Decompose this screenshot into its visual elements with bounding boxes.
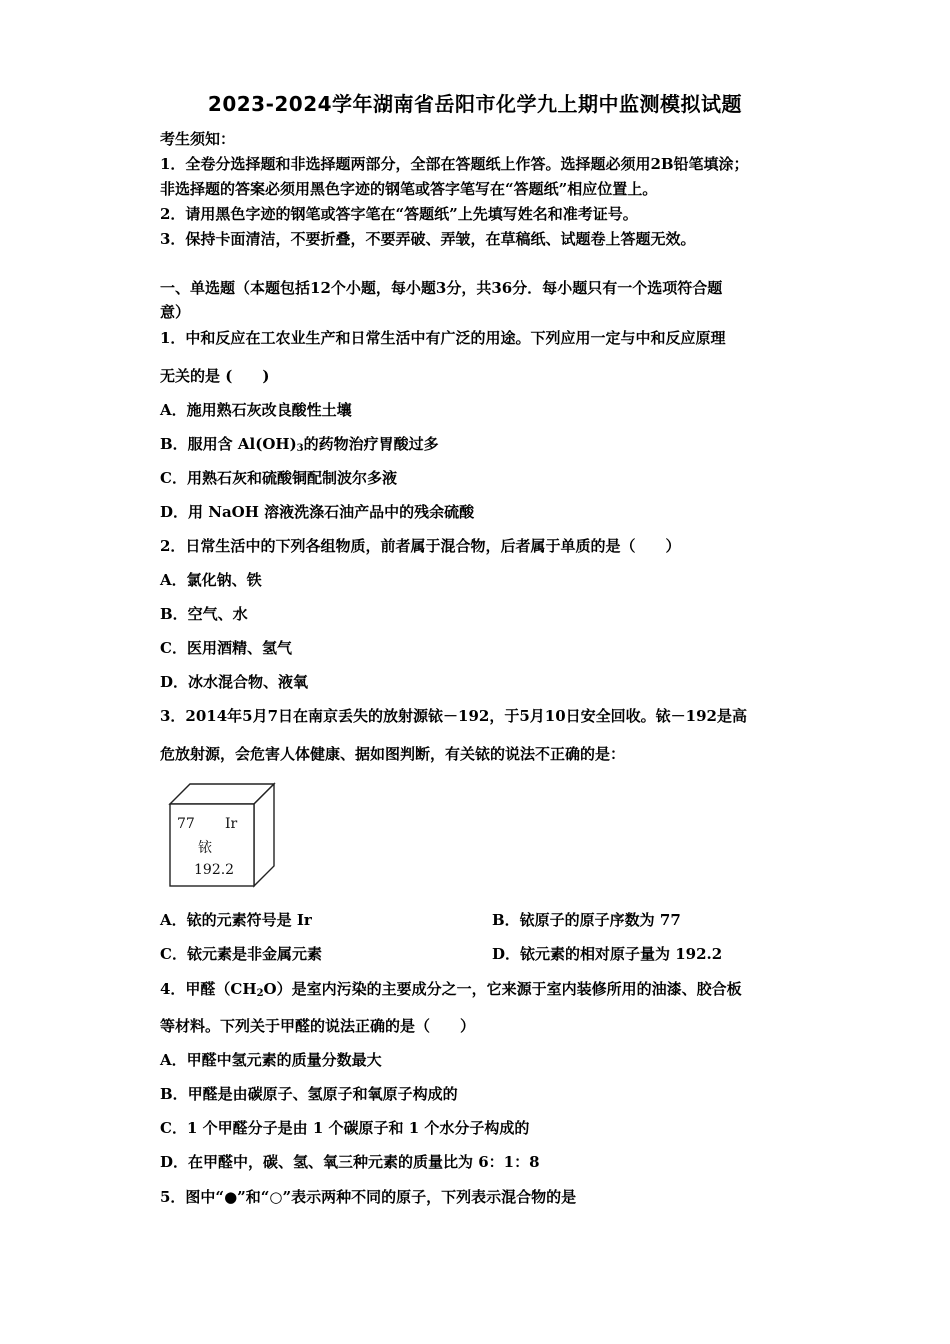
section-heading: 一、单选题（本题包括12个小题，每小题3分，共36分．每小题只有一个选项符合题 bbox=[160, 279, 723, 297]
q1-option-b-pre: B．服用含 Al(OH) bbox=[160, 435, 297, 453]
q3-stem: 3．2014年5月7日在南京丢失的放射源铱－192，于5月10日安全回收。铱－192是高 bbox=[160, 707, 747, 725]
q4-option-b: B．甲醛是由碳原子、氢原子和氧原子构成的 bbox=[160, 1085, 458, 1103]
q1-option-b bbox=[160, 433, 439, 454]
q2-option-c: C．医用酒精、氢气 bbox=[160, 639, 292, 657]
notice-item: 非选择题的答案必须用黑色字迹的钢笔或答字笔写在“答题纸”相应位置上。 bbox=[160, 180, 658, 198]
notice-item: 2．请用黑色字迹的钢笔或答字笔在“答题纸”上先填写姓名和准考证号。 bbox=[160, 205, 638, 223]
element-atomic-number: 77 bbox=[177, 816, 195, 832]
q4-stem-post: O）是室内污染的主要成分之一，它来源于室内装修所用的油漆、胶合板 bbox=[263, 980, 742, 998]
notice-item: 1．全卷分选择题和非选择题两部分，全部在答题纸上作答。选择题必须用2B铅笔填涂； bbox=[160, 155, 749, 173]
q4-option-d: D．在甲醛中，碳、氢、氧三种元素的质量比为 6：1：8 bbox=[160, 1153, 540, 1171]
q2-stem: 2．日常生活中的下列各组物质，前者属于混合物，后者属于单质的是（ ） bbox=[160, 537, 681, 555]
element-symbol: Ir bbox=[225, 816, 238, 832]
q1-option-c: C．用熟石灰和硫酸铜配制波尔多液 bbox=[160, 469, 397, 487]
notice-heading: 考生须知： bbox=[160, 130, 236, 148]
q1-option-b-post: 的药物治疗胃酸过多 bbox=[303, 435, 439, 453]
q1-option-b-sub: 3 bbox=[296, 443, 304, 454]
q1-stem-cont: 无关的是 ( ) bbox=[160, 367, 270, 385]
q4-stem-pre: 4．甲醛（CH bbox=[160, 980, 257, 998]
q5-stem: 5．图中“●”和“○”表示两种不同的原子，下列表示混合物的是 bbox=[160, 1188, 577, 1206]
q2-option-b: B．空气、水 bbox=[160, 605, 248, 623]
q3-option-a: A．铱的元素符号是 Ir bbox=[160, 911, 312, 929]
q3-option-c: C．铱元素是非金属元素 bbox=[160, 945, 322, 963]
q4-option-a: A．甲醛中氢元素的质量分数最大 bbox=[160, 1051, 382, 1069]
element-name: 铱 bbox=[198, 840, 212, 856]
q3-stem-cont: 危放射源，会危害人体健康、据如图判断，有关铱的说法不正确的是： bbox=[160, 745, 626, 763]
q1-option-a: A．施用熟石灰改良酸性土壤 bbox=[160, 401, 352, 419]
q1-option-d: D．用 NaOH 溶液洗涤石油产品中的残余硫酸 bbox=[160, 503, 475, 521]
q4-stem bbox=[160, 978, 742, 999]
element-card-figure bbox=[168, 782, 278, 888]
q2-option-d: D．冰水混合物、液氧 bbox=[160, 673, 309, 691]
element-atomic-mass: 192.2 bbox=[194, 862, 235, 878]
section-heading-cont: 意） bbox=[160, 303, 191, 321]
q3-option-d: D．铱元素的相对原子量为 192.2 bbox=[492, 945, 723, 963]
q3-option-b: B．铱原子的原子序数为 77 bbox=[492, 911, 681, 929]
q4-stem-cont: 等材料。下列关于甲醛的说法正确的是（ ） bbox=[160, 1017, 476, 1035]
q2-option-a: A．氯化钠、铁 bbox=[160, 571, 262, 589]
page-title: 2023-2024学年湖南省岳阳市化学九上期中监测模拟试题 bbox=[207, 92, 743, 116]
notice-item: 3．保持卡面清洁，不要折叠，不要弄破、弄皱，在草稿纸、试题卷上答题无效。 bbox=[160, 230, 696, 248]
q4-option-c: C．1 个甲醛分子是由 1 个碳原子和 1 个水分子构成的 bbox=[160, 1119, 530, 1137]
q4-stem-sub: 2 bbox=[256, 988, 264, 999]
q1-stem: 1．中和反应在工农业生产和日常生活中有广泛的用途。下列应用一定与中和反应原理 bbox=[160, 329, 726, 347]
